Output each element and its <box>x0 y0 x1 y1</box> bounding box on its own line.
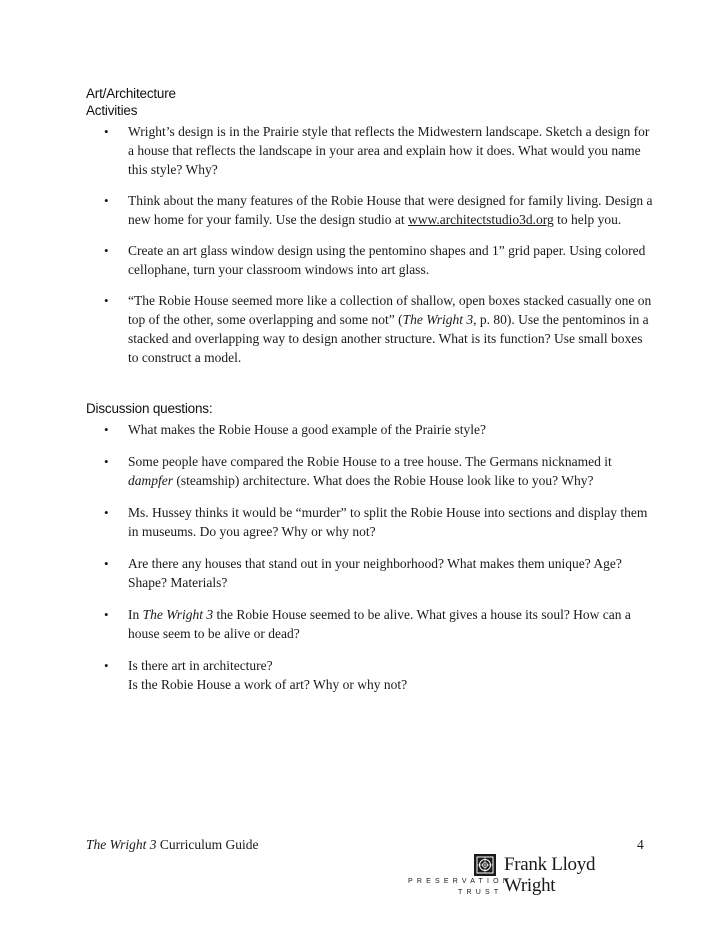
book-title: The Wright 3 <box>402 312 474 327</box>
bullet-icon: • <box>104 505 109 520</box>
question-text-end: the Robie House seemed to be alive. What gives a house its soul? How can a house seem to be alive or dead? <box>128 607 631 641</box>
section-heading-discussion: Discussion questions: <box>86 401 213 416</box>
list-item <box>86 420 656 439</box>
question-text: In <box>128 607 143 622</box>
section-heading-art-architecture: Art/Architecture <box>86 86 176 101</box>
section-heading-activities: Activities <box>86 103 138 118</box>
logo-name-line2: Wright <box>504 875 556 896</box>
bullet-icon: • <box>104 607 109 622</box>
list-item <box>86 191 656 229</box>
logo-emblem-icon <box>474 854 496 876</box>
list-item <box>86 605 656 643</box>
list-item <box>86 291 656 367</box>
list-item <box>86 554 656 592</box>
footer-title-rest: Curriculum Guide <box>156 837 259 852</box>
bullet-icon: • <box>104 193 109 208</box>
question-text: Ms. Hussey thinks it would be “murder” to split the Robie House into sections and display them in museums. Do you agree? Why or why not? <box>128 505 648 539</box>
list-item <box>86 503 656 541</box>
frank-lloyd-wright-logo <box>408 852 608 902</box>
question-text: What makes the Robie House a good example of the Prairie style? <box>128 422 487 437</box>
bullet-icon: • <box>104 422 109 437</box>
footer-book-title: The Wright 3 <box>86 837 157 852</box>
question-text: Are there any houses that stand out in your neighborhood? What makes them unique? Age? Shape? Materials? <box>128 556 622 590</box>
activity-text: Think about the many features of the Robie House that were designed for family living. Design a new home for your family. Use the design studio at <box>128 193 653 227</box>
activity-text-end: , p. 80). Use the pentominos in a stacked and overlapping way to design another structure. What is its function? Use small boxes to construct a model. <box>128 312 649 365</box>
bullet-icon: • <box>104 293 109 308</box>
page-number: 4 <box>637 837 644 852</box>
bullet-icon: • <box>104 556 109 571</box>
list-item <box>86 452 656 490</box>
list-item <box>86 122 656 179</box>
italic-term: dampfer <box>128 473 173 488</box>
activity-text: “The Robie House seemed more like a collection of shallow, open boxes stacked casually one on top of the other, some overlapping and some not” ( <box>128 293 652 327</box>
bullet-icon: • <box>104 658 109 673</box>
bullet-icon: • <box>104 243 109 258</box>
question-text-line2: Is the Robie House a work of art? Why or why not? <box>128 677 408 692</box>
question-text: Some people have compared the Robie House to a tree house. The Germans nicknamed it <box>128 454 612 469</box>
question-text-end: (steamship) architecture. What does the Robie House look like to you? Why? <box>173 473 594 488</box>
question-text-line1: Is there art in architecture? <box>128 658 273 673</box>
book-title: The Wright 3 <box>142 607 214 622</box>
list-item <box>86 656 656 694</box>
discussion-list <box>86 420 656 707</box>
bullet-icon: • <box>104 124 109 139</box>
activity-text: Wright’s design is in the Prairie style that reflects the Midwestern landscape. Sketch a design for a house that reflects the landscape in your area and explain how it does. What would you name this style? Why? <box>128 124 650 177</box>
logo-preservation: PRESERVATION <box>408 878 513 885</box>
activity-text: Create an art glass window design using the pentomino shapes and 1” grid paper. Using colored cellophane, turn your classroom windows into art glass. <box>128 243 646 277</box>
bullet-icon: • <box>104 454 109 469</box>
list-item <box>86 241 656 279</box>
activity-text-end: to help you. <box>553 212 622 227</box>
logo-name-line1: Frank Lloyd <box>504 854 596 875</box>
footer-title <box>86 837 259 853</box>
architectstudio-link[interactable]: www.architectstudio3d.org <box>407 212 554 227</box>
logo-trust: TRUST <box>458 889 503 896</box>
activities-list <box>86 122 656 379</box>
